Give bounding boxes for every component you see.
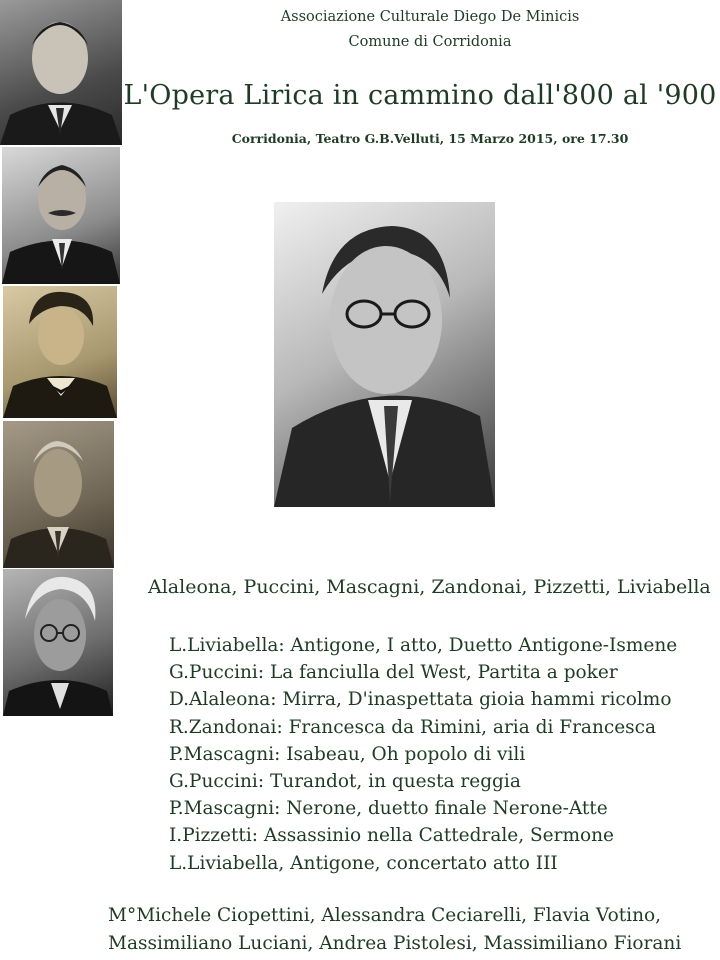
- program-item: L.Liviabella: Antigone, I atto, Duetto Antigone-Ismene: [169, 635, 678, 656]
- program-item: G.Puccini: Turandot, in questa reggia: [169, 771, 521, 793]
- association-name: Associazione Culturale Diego De Minicis: [280, 9, 580, 25]
- comune-name: Comune di Corridonia: [348, 34, 512, 50]
- composers-list: Alaleona, Puccini, Mascagni, Zandonai, Pizzetti, Liviabella: [148, 576, 711, 598]
- program-item: G.Puccini: La fanciulla del West, Partita a poker: [169, 662, 618, 684]
- portrait-5: [3, 569, 113, 716]
- portrait-2: [2, 147, 120, 284]
- event-venue-date: Corridonia, Teatro G.B.Velluti, 15 Marzo 2015, ore 17.30: [231, 131, 629, 146]
- program-item: R.Zandonai: Francesca da Rimini, aria di Francesca: [169, 716, 657, 738]
- page-title: L'Opera Lirica in cammino dall'800 al '900: [123, 80, 717, 111]
- program-item: I.Pizzetti: Assassinio nella Cattedrale, Sermone: [169, 825, 614, 847]
- program-item: P.Mascagni: Isabeau, Oh popolo di vili: [169, 743, 526, 765]
- portrait-1: [0, 0, 122, 145]
- program-list: [169, 632, 677, 877]
- main-portrait: [274, 202, 495, 507]
- program-item: L.Liviabella, Antigone, concertato atto III: [169, 852, 558, 874]
- performers-line-1: M°Michele Ciopettini, Alessandra Ceciarelli, Flavia Votino,: [108, 905, 662, 926]
- performers-line-2: Massimiliano Luciani, Andrea Pistolesi, Massimiliano Fiorani: [108, 933, 682, 954]
- program-item: D.Alaleona: Mirra, D'inaspettata gioia hammi ricolmo: [169, 689, 672, 711]
- portrait-4: [3, 421, 114, 568]
- portrait-3: [3, 286, 117, 418]
- program-item: P.Mascagni: Nerone, duetto finale Nerone-Atte: [169, 798, 608, 820]
